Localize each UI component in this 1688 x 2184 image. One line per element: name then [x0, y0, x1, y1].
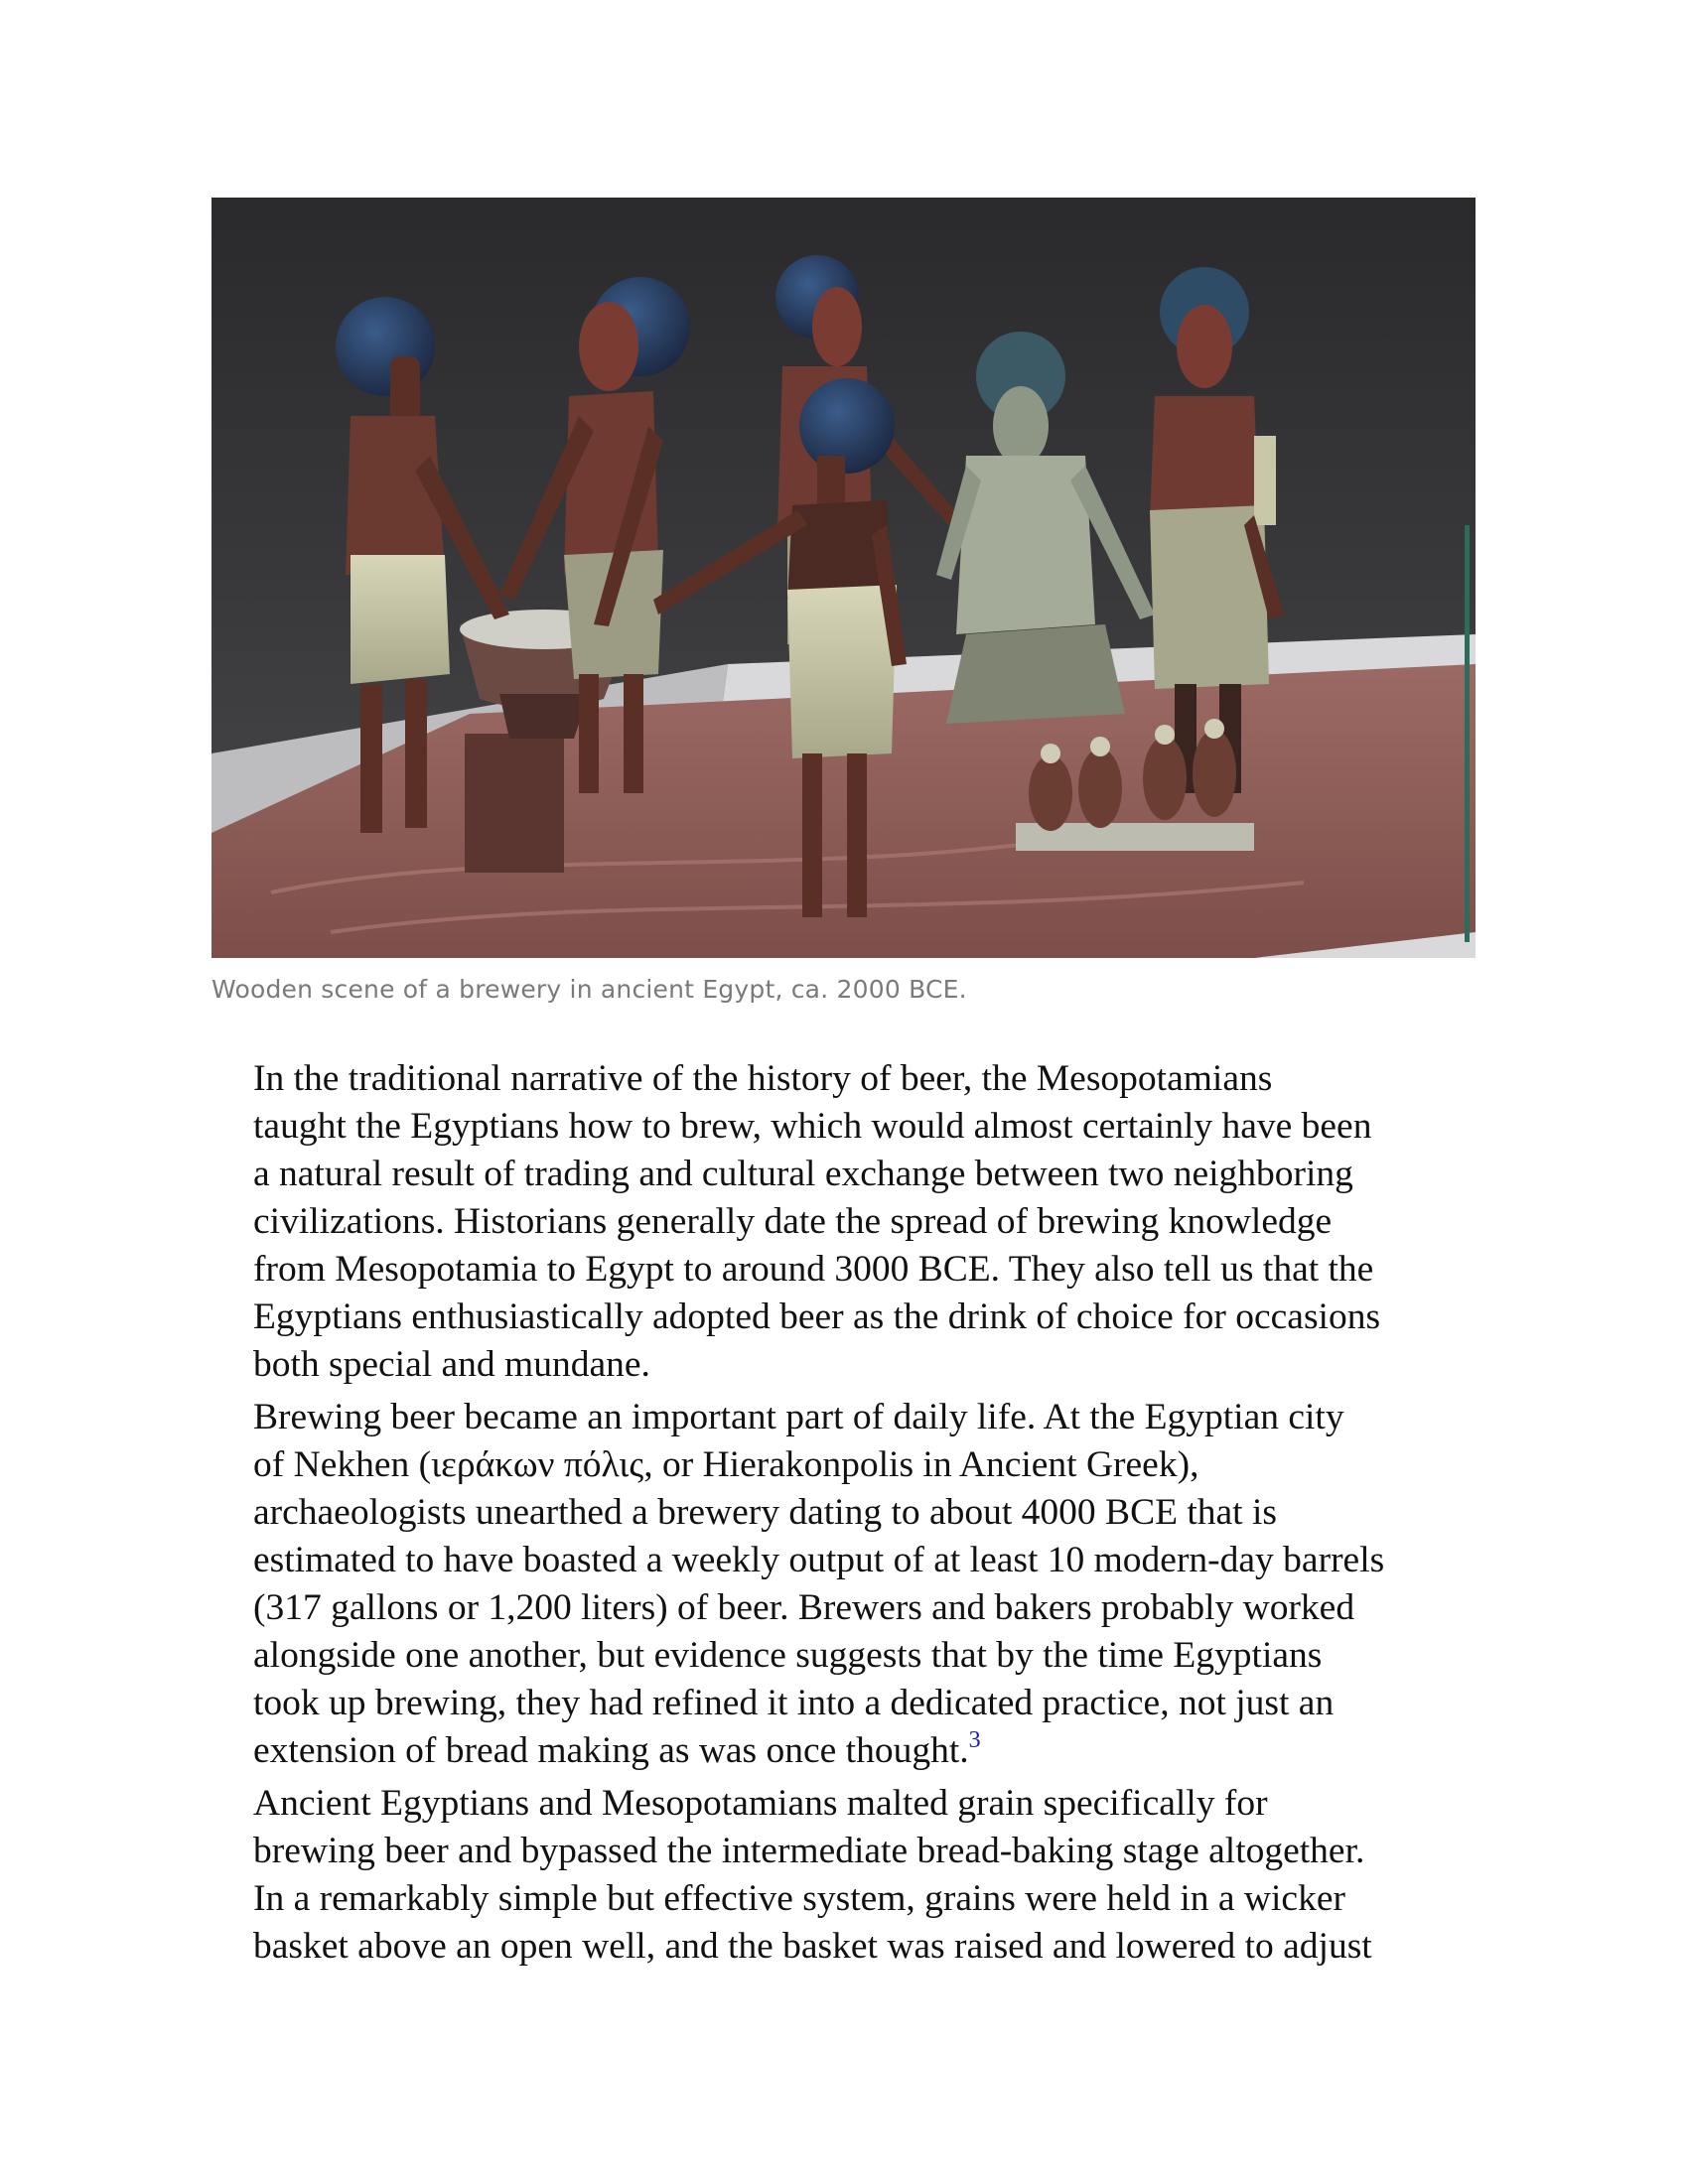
brewery-model-photo — [211, 198, 1476, 958]
paragraph-3 — [211, 1780, 1492, 1971]
paragraph-1 — [211, 1055, 1492, 1389]
text-line: In a remarkably simple but effective system, grains were held in a wicker — [253, 1878, 1345, 1919]
text-line: from Mesopotamia to Egypt to around 3000 BCE. They also tell us that the — [253, 1249, 1374, 1290]
text-line: archaeologists unearthed a brewery dating to about 4000 BCE that is — [253, 1492, 1277, 1533]
text-line: alongside one another, but evidence suggests that by the time Egyptians — [253, 1635, 1323, 1676]
text-line: brewing beer and bypassed the intermediate bread-baking stage altogether. — [253, 1831, 1365, 1871]
text-line: Brewing beer became an important part of daily life. At the Egyptian city — [253, 1397, 1344, 1437]
text-line: both special and mundane. — [253, 1344, 650, 1385]
text-line: civilizations. Historians generally date the spread of brewing knowledge — [253, 1201, 1333, 1242]
body-text — [211, 1055, 1492, 1976]
text-line: taught the Egyptians how to brew, which would almost certainly have been — [253, 1106, 1372, 1147]
footnote-reference-link[interactable]: 3 — [968, 1727, 981, 1753]
text-line: In the traditional narrative of the history of beer, the Mesopotamians — [253, 1058, 1273, 1099]
text-line: extension of bread making as was once thought. — [253, 1730, 969, 1771]
text-line: took up brewing, they had refined it into a dedicated practice, not just an — [253, 1683, 1335, 1723]
text-line: of Nekhen (ιεράκων πόλις, or Hierakonpolis in Ancient Greek), — [253, 1444, 1199, 1485]
text-line: Ancient Egyptians and Mesopotamians malted grain specifically for — [253, 1783, 1268, 1824]
figure-caption: Wooden scene of a brewery in ancient Egypt, ca. 2000 BCE. — [211, 975, 967, 1004]
text-line-with-footnote — [211, 1727, 1492, 1775]
text-line: basket above an open well, and the basket was raised and lowered to adjust — [253, 1926, 1372, 1967]
text-line: Egyptians enthusiastically adopted beer as the drink of choice for occasions — [253, 1297, 1381, 1337]
text-line: estimated to have boasted a weekly output of at least 10 modern-day barrels — [253, 1540, 1385, 1580]
text-line: a natural result of trading and cultural exchange between two neighboring — [253, 1154, 1353, 1194]
paragraph-2 — [211, 1394, 1492, 1775]
text-line: (317 gallons or 1,200 liters) of beer. Brewers and bakers probably worked — [253, 1587, 1355, 1628]
